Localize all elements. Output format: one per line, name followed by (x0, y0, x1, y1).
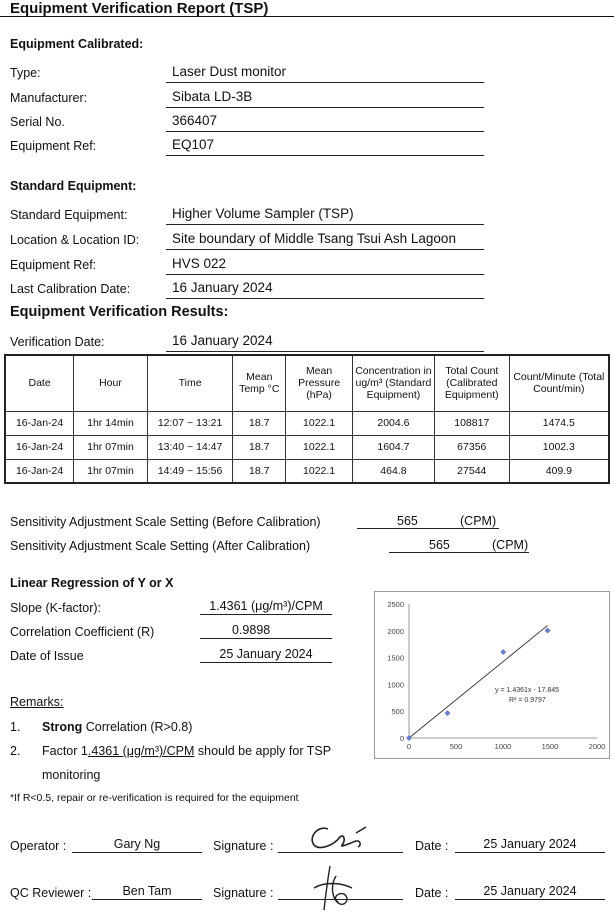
cell: 1022.1 (286, 411, 353, 435)
correlation-value: 0.9898 (200, 623, 332, 639)
remark-1 (42, 720, 192, 734)
col-header-hour: Hour (74, 355, 148, 411)
calibrated-ref-value: EQ107 (166, 137, 484, 156)
y-tick-label: 2500 (387, 600, 404, 609)
standard-location-label: Location & Location ID: (10, 233, 140, 247)
verification-date-value: 16 January 2024 (166, 333, 484, 352)
calibrated-ref-label: Equipment Ref: (10, 139, 97, 153)
y-tick-label: 1000 (387, 680, 404, 690)
table-header-row (5, 355, 609, 411)
remark-1-text: Correlation (R>0.8) (85, 720, 193, 734)
col-header-concentration: Concentration in ug/m³ (Standard Equipment) (352, 355, 434, 411)
cell: 1hr 07min (74, 435, 148, 459)
col-header-pressure: Mean Pressure (hPa) (286, 355, 353, 411)
trendline (409, 625, 548, 738)
measurement-table (4, 354, 610, 484)
standard-heading: Standard Equipment: (10, 179, 137, 193)
remark-2-line2: monitoring (42, 768, 101, 782)
operator-date-label: Date : (415, 839, 449, 853)
data-point (545, 628, 551, 634)
y-tick-label: 2000 (387, 626, 404, 636)
cell: 16-Jan-24 (5, 459, 74, 483)
cell: 1022.1 (286, 435, 353, 459)
cell: 18.7 (233, 459, 286, 483)
x-tick-label: 0 (406, 742, 412, 751)
calibrated-manufacturer-label: Manufacturer: (10, 91, 88, 105)
issue-date-value: 25 January 2024 (200, 647, 332, 663)
sensitivity-before-unit: (CPM) (460, 514, 497, 528)
col-header-temp: Mean Temp °C (233, 355, 286, 411)
remark-2-number: 2. (10, 744, 21, 758)
sensitivity-before-label: Sensitivity Adjustment Scale Setting (Before Calibration) (10, 515, 321, 529)
sensitivity-after-value: 565 (429, 538, 450, 552)
qc-date-label: Date : (415, 886, 449, 900)
standard-ref-value: HVS 022 (166, 256, 484, 275)
cell: 12:07 ~ 13:21 (147, 411, 233, 435)
cell: 1002.3 (509, 435, 609, 459)
sensitivity-after-label: Sensitivity Adjustment Scale Setting (After Calibration) (10, 539, 311, 553)
regression-heading: Linear Regression of Y or X (10, 576, 174, 590)
cell: 1hr 14min (74, 411, 148, 435)
cell: 16-Jan-24 (5, 411, 74, 435)
correlation-label: Correlation Coefficient (R) (10, 625, 155, 639)
remark-1-number: 1. (10, 720, 21, 734)
standard-ref-label: Equipment Ref: (10, 258, 97, 272)
standard-equipment-value: Higher Volume Sampler (TSP) (166, 206, 484, 225)
data-point (500, 649, 506, 655)
standard-location-value: Site boundary of Middle Tsang Tsui Ash Lagoon (166, 231, 484, 250)
calibrated-heading: Equipment Calibrated: (10, 37, 144, 51)
title-rule (0, 16, 614, 17)
y-tick-label: 0 (399, 734, 404, 743)
issue-date-label: Date of Issue (10, 649, 84, 663)
report-title: Equipment Verification Report (TSP) (10, 0, 269, 17)
regression-chart (374, 591, 610, 759)
r-squared-label: R² = 0.9797 (509, 697, 546, 704)
cell: 14:49 ~ 15:56 (147, 459, 233, 483)
operator-name: Gary Ng (72, 837, 202, 853)
remark-2-factor: .4361 (μg/m³)/CPM (87, 744, 195, 758)
regression-chart-svg (375, 592, 611, 760)
x-tick-label: 2000 (588, 742, 606, 751)
remarks-heading: Remarks: (10, 695, 64, 709)
cell: 1604.7 (352, 435, 434, 459)
equation-label: y = 1.4361x - 17.845 (495, 687, 560, 694)
qc-signature-label: Signature : (213, 886, 274, 900)
cell: 27544 (434, 459, 509, 483)
calibrated-type-label: Type: (10, 66, 41, 80)
remark-1-bold: Strong (42, 720, 83, 734)
qc-date-value: 25 January 2024 (455, 884, 605, 900)
y-tick-label: 1500 (387, 653, 404, 663)
qc-signature-image (300, 862, 370, 914)
sensitivity-before-value: 565 (397, 514, 418, 528)
cell: 464.8 (352, 459, 434, 483)
remark-2-pre: Factor 1 (42, 744, 88, 758)
slope-label: Slope (K-factor): (10, 601, 102, 615)
cell: 18.7 (233, 435, 286, 459)
operator-label: Operator : (10, 839, 67, 853)
col-header-date: Date (5, 355, 74, 411)
col-header-time: Time (147, 355, 233, 411)
col-header-total-count: Total Count (Calibrated Equipment) (434, 355, 509, 411)
slope-value: 1.4361 (μg/m³)/CPM (200, 599, 332, 615)
sensitivity-after-unit: (CPM) (492, 538, 529, 552)
standard-lastcal-value: 16 January 2024 (166, 280, 484, 299)
results-heading: Equipment Verification Results: (10, 304, 229, 320)
y-tick-label: 500 (391, 707, 404, 717)
cell: 409.9 (509, 459, 609, 483)
qc-name: Ben Tam (92, 884, 202, 900)
x-tick-label: 500 (449, 742, 463, 751)
operator-signature-image (300, 815, 380, 855)
cell: 67356 (434, 435, 509, 459)
table-row (5, 435, 609, 459)
operator-date-value: 25 January 2024 (455, 837, 605, 853)
sensitivity-after-line (389, 537, 529, 553)
calibrated-manufacturer-value: Sibata LD-3B (166, 89, 484, 108)
calibrated-serial-value: 366407 (166, 113, 484, 132)
cell: 16-Jan-24 (5, 435, 74, 459)
cell: 1474.5 (509, 411, 609, 435)
cell: 13:40 ~ 14:47 (147, 435, 233, 459)
remarks-note: *If R<0.5, repair or re-verification is required for the equipment (10, 792, 299, 804)
verification-date-label: Verification Date: (10, 335, 105, 349)
calibrated-serial-label: Serial No. (10, 115, 65, 129)
operator-signature-label: Signature : (213, 839, 274, 853)
cell: 1hr 07min (74, 459, 148, 483)
table-row (5, 459, 609, 483)
qc-label: QC Reviewer : (10, 886, 92, 900)
cell: 1022.1 (286, 459, 353, 483)
x-tick-label: 1500 (541, 742, 559, 751)
standard-equipment-label: Standard Equipment: (10, 208, 128, 222)
remark-2-post: should be apply for TSP (194, 744, 332, 758)
x-tick-label: 1000 (494, 742, 512, 751)
remark-2 (42, 744, 331, 758)
cell: 108817 (434, 411, 509, 435)
cell: 2004.6 (352, 411, 434, 435)
calibrated-type-value: Laser Dust monitor (166, 64, 484, 83)
table-row (5, 411, 609, 435)
data-point (445, 710, 451, 716)
cell: 18.7 (233, 411, 286, 435)
standard-lastcal-label: Last Calibration Date: (10, 282, 131, 296)
sensitivity-before-line (357, 513, 499, 529)
col-header-count-minute: Count/Minute (Total Count/min) (509, 355, 609, 411)
